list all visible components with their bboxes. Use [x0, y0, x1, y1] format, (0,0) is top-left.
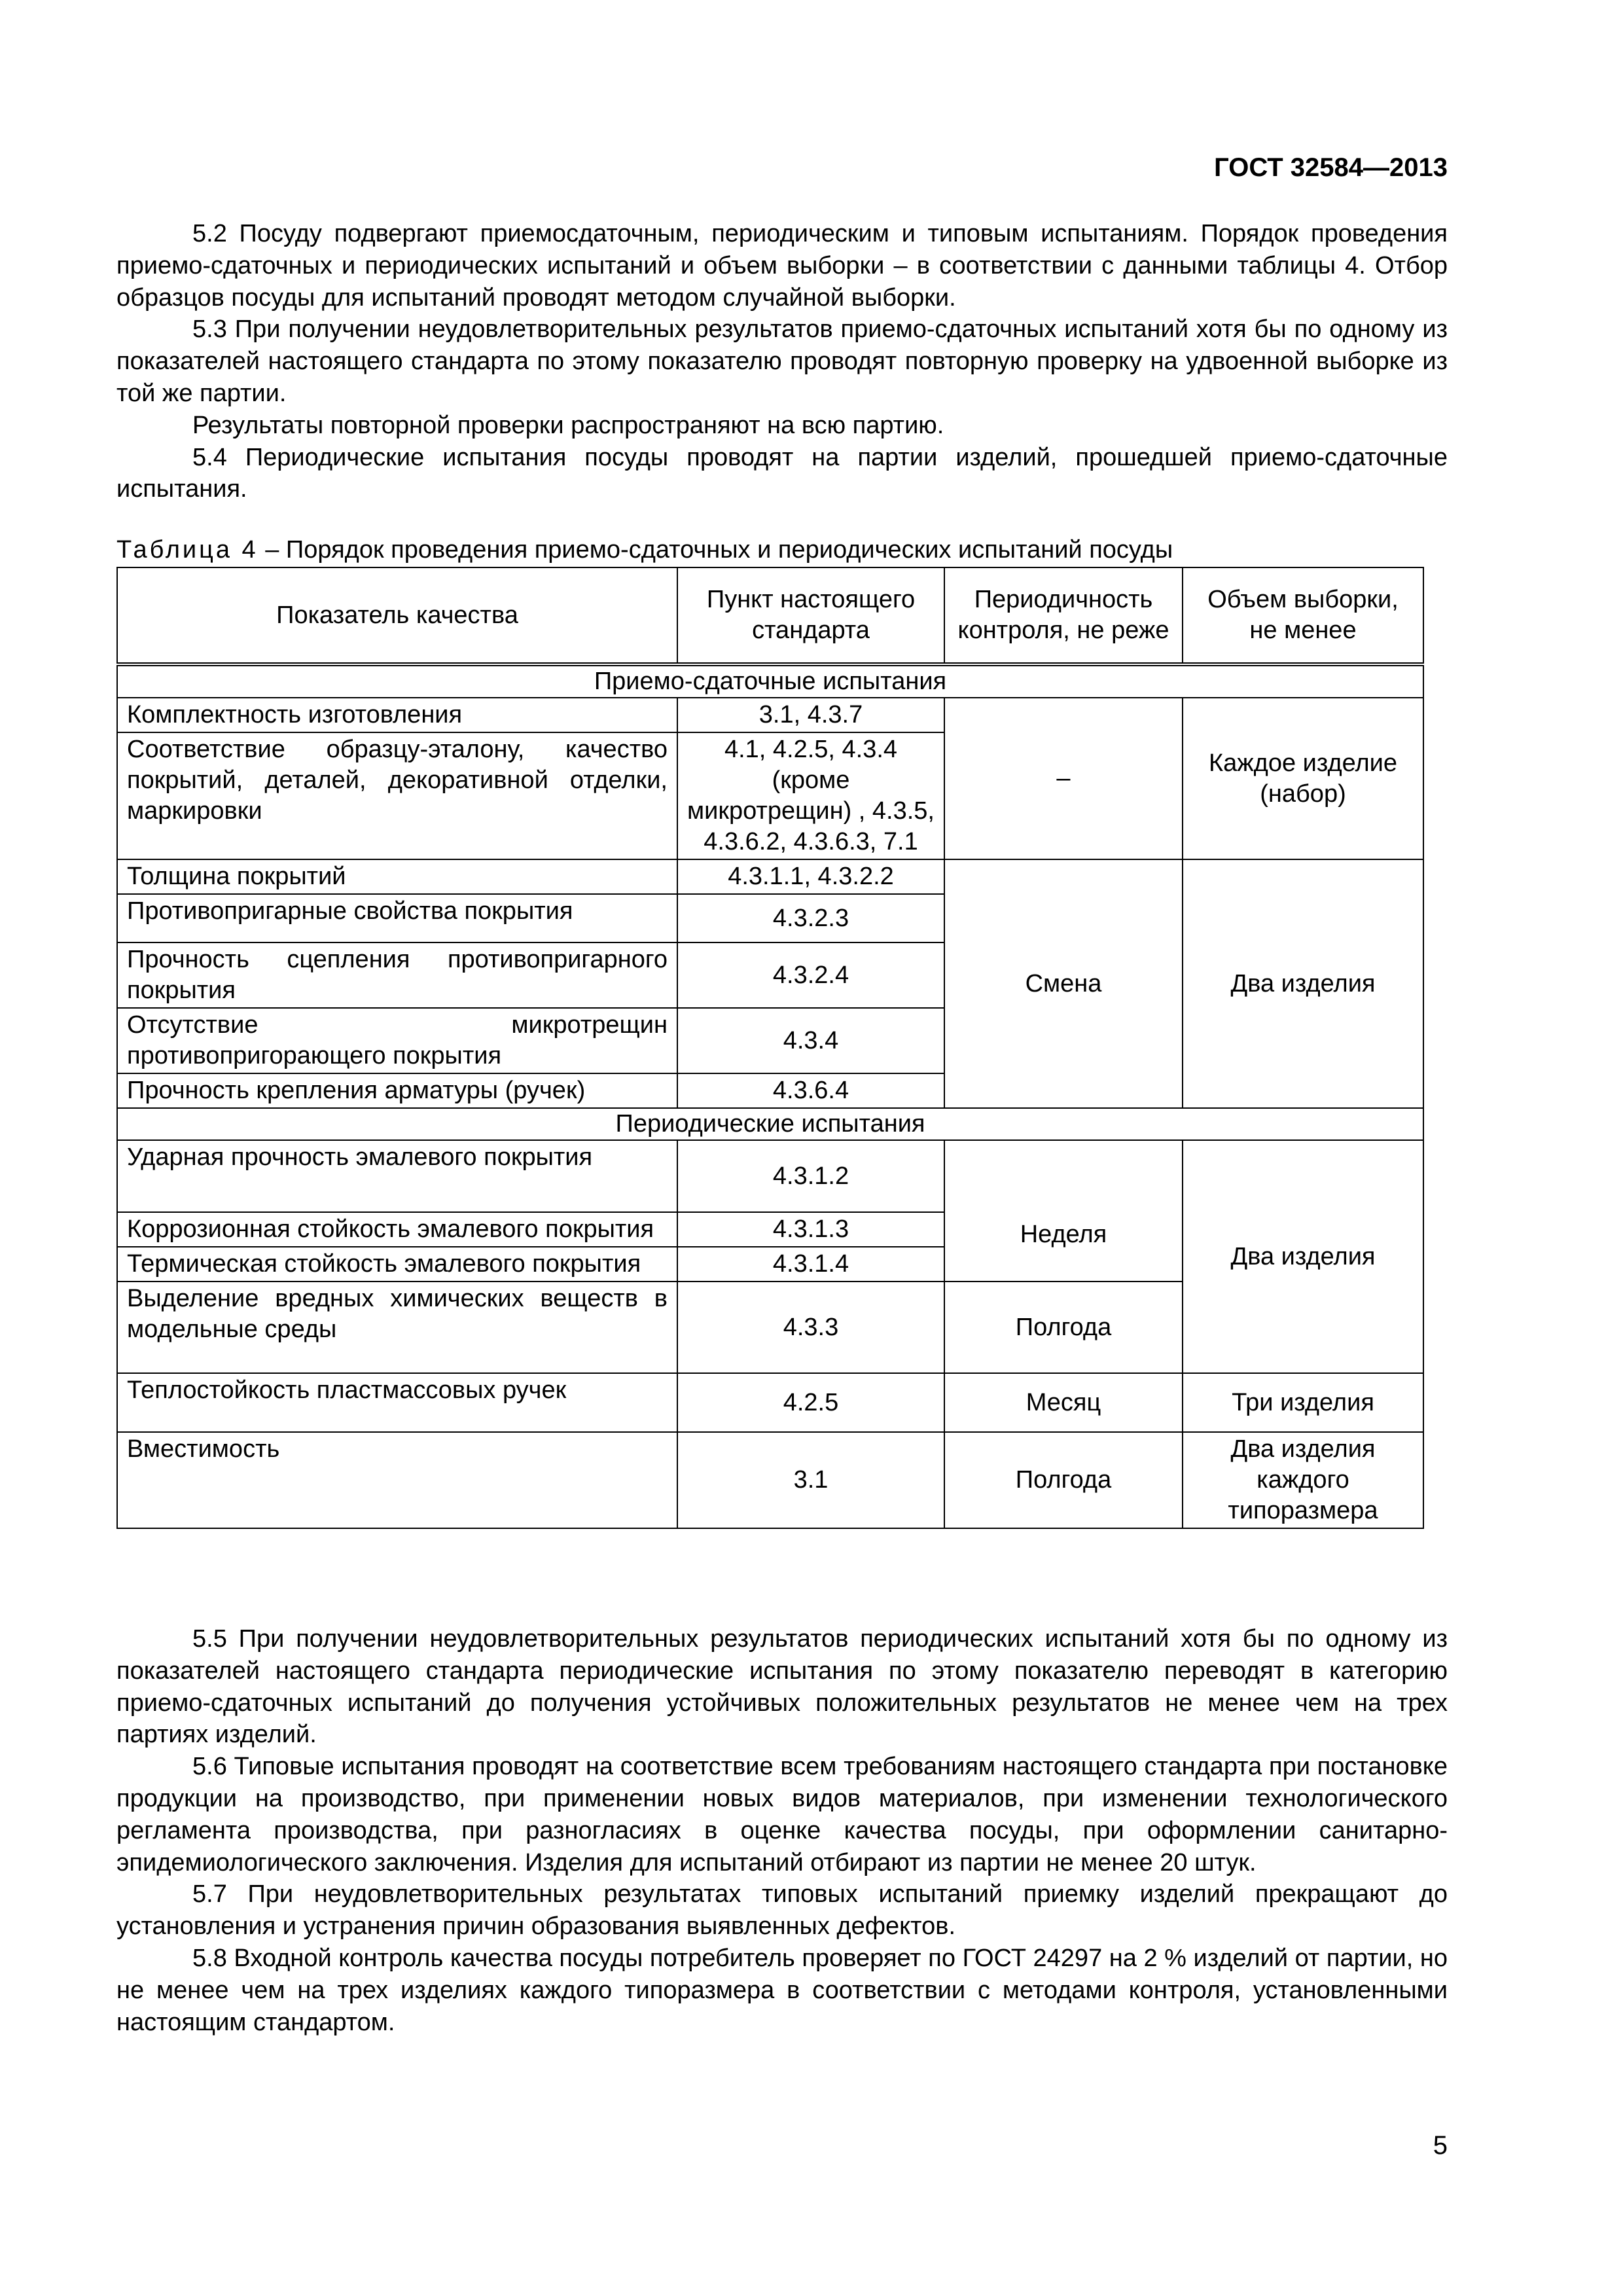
indicator-cell: Прочность сцепления противопригарного покрытия [117, 942, 677, 1008]
table-row [117, 1432, 1423, 1528]
clause-cell: 3.1, 4.3.7 [677, 698, 944, 732]
section-acceptance-title: Приемо-сдаточные испытания [117, 664, 1423, 698]
table-caption-label: Таблица 4 [116, 536, 259, 564]
period-cell: Неделя [944, 1140, 1183, 1282]
indicator-cell: Толщина покрытий [117, 859, 677, 894]
paragraph-5-4: 5.4 Периодические испытания посуды проводят на партии изделий, прошедшей приемо-сдаточные испытания. [116, 443, 1448, 503]
section-periodic-title: Периодические испытания [117, 1108, 1423, 1140]
tests-table [116, 567, 1424, 1529]
indicator-cell: Коррозионная стойкость эмалевого покрытия [117, 1212, 677, 1247]
page-number: 5 [1433, 2131, 1448, 2160]
period-cell: Полгода [944, 1282, 1183, 1373]
period-cell: Полгода [944, 1432, 1183, 1528]
header-clause: Пункт настоящего стандарта [677, 567, 944, 664]
indicator-cell: Теплостойкость пластмассовых ручек [117, 1373, 677, 1432]
clause-cell: 4.3.3 [677, 1282, 944, 1373]
clause-cell: 4.3.2.4 [677, 942, 944, 1008]
paragraph-5-5: 5.5 При получении неудовлетворительных результатов периодических испытаний хотя бы по одному из показателей настоящего стандарта периодические испытания по этому показателю переводят в категорию приемо-сдаточных испытаний до получения устойчивых положительных результатов не менее чем на трех партиях изделий. [116, 1625, 1448, 1749]
indicator-cell: Ударная прочность эмалевого покрытия [117, 1140, 677, 1212]
sample-cell: Три изделия [1183, 1373, 1423, 1432]
paragraph-5-8: 5.8 Входной контроль качества посуды потребитель проверяет по ГОСТ 24297 на 2 % изделий от партии, но не менее чем на трех изделиях каждого типоразмера в соответствии с методами контроля, установленными настоящим стандартом. [116, 1944, 1448, 2036]
indicator-cell: Термическая стойкость эмалевого покрытия [117, 1247, 677, 1282]
paragraph-5-6: 5.6 Типовые испытания проводят на соответствие всем требованиям настоящего стандарта при постановке продукции на производство, при применении новых видов материалов, при изменении технологического регламента производства, при разногласиях в оценке качества посуды, при оформлении санитарно-эпидемиологического заключения. Изделия для испытаний отбирают из партии не менее 20 штук. [116, 1753, 1448, 1876]
indicator-cell: Прочность крепления арматуры (ручек) [117, 1073, 677, 1108]
table-caption [116, 534, 1173, 565]
section-row-acceptance [117, 664, 1423, 698]
clause-cell: 4.3.1.1, 4.3.2.2 [677, 859, 944, 894]
outro-text [116, 1623, 1448, 2038]
sample-cell: Два изделия [1183, 859, 1423, 1108]
indicator-cell: Вместимость [117, 1432, 677, 1528]
clause-cell: 4.3.1.2 [677, 1140, 944, 1212]
indicator-cell: Комплектность изготовления [117, 698, 677, 732]
table-row [117, 1373, 1423, 1432]
period-cell: Смена [944, 859, 1183, 1108]
clause-cell: 4.3.6.4 [677, 1073, 944, 1108]
document-code: ГОСТ 32584—2013 [1214, 153, 1448, 182]
indicator-cell: Выделение вредных химических веществ в модельные среды [117, 1282, 677, 1373]
paragraph-5-7: 5.7 При неудовлетворительных результатах типовых испытаний приемку изделий прекращают до установления и устранения причин образования выявленных дефектов. [116, 1880, 1448, 1941]
paragraph-5-2: 5.2 Посуду подвергают приемосдаточным, периодическим и типовым испытаниям. Порядок проведения приемо-сдаточных и периодических испытаний и объем выборки – в соответствии с данными таблицы 4. Отбор образцов посуды для испытаний проводят методом случайной выборки. [116, 220, 1448, 312]
paragraph-5-3: 5.3 При получении неудовлетворительных результатов приемо-сдаточных испытаний хотя бы по одному из показателей настоящего стандарта по этому показателю проводят повторную проверку на удвоенной выборке из той же партии. [116, 315, 1448, 407]
paragraph-5-3-result: Результаты повторной проверки распространяют на всю партию. [192, 411, 944, 439]
table-row [117, 698, 1423, 732]
table-header-row [117, 567, 1423, 664]
clause-cell: 3.1 [677, 1432, 944, 1528]
sample-cell: Каждое изделие (набор) [1183, 698, 1423, 859]
clause-cell: 4.3.1.3 [677, 1212, 944, 1247]
header-indicator: Показатель качества [117, 567, 677, 664]
clause-cell: 4.3.2.3 [677, 894, 944, 942]
header-period: Периодичность контроля, не реже [944, 567, 1183, 664]
clause-cell: 4.2.5 [677, 1373, 944, 1432]
header-sample: Объем выборки, не менее [1183, 567, 1423, 664]
table-row [117, 859, 1423, 894]
table-row [117, 1140, 1423, 1212]
clause-cell: 4.3.4 [677, 1008, 944, 1073]
intro-text [116, 218, 1448, 505]
period-cell: – [944, 698, 1183, 859]
clause-cell: 4.3.1.4 [677, 1247, 944, 1282]
sample-cell: Два изделия каждого типоразмера [1183, 1432, 1423, 1528]
indicator-cell: Отсутствие микротрещин противопригорающего покрытия [117, 1008, 677, 1073]
clause-cell: 4.1, 4.2.5, 4.3.4 (кроме микротрещин) , 4.3.5, 4.3.6.2, 4.3.6.3, 7.1 [677, 732, 944, 859]
sample-cell: Два изделия [1183, 1140, 1423, 1373]
period-cell: Месяц [944, 1373, 1183, 1432]
table-caption-text: – Порядок проведения приемо-сдаточных и периодических испытаний посуды [258, 536, 1173, 564]
indicator-cell: Противопригарные свойства покрытия [117, 894, 677, 942]
indicator-cell: Соответствие образцу-эталону, качество покрытий, деталей, декоративной отделки, маркировки [117, 732, 677, 859]
section-row-periodic [117, 1108, 1423, 1140]
